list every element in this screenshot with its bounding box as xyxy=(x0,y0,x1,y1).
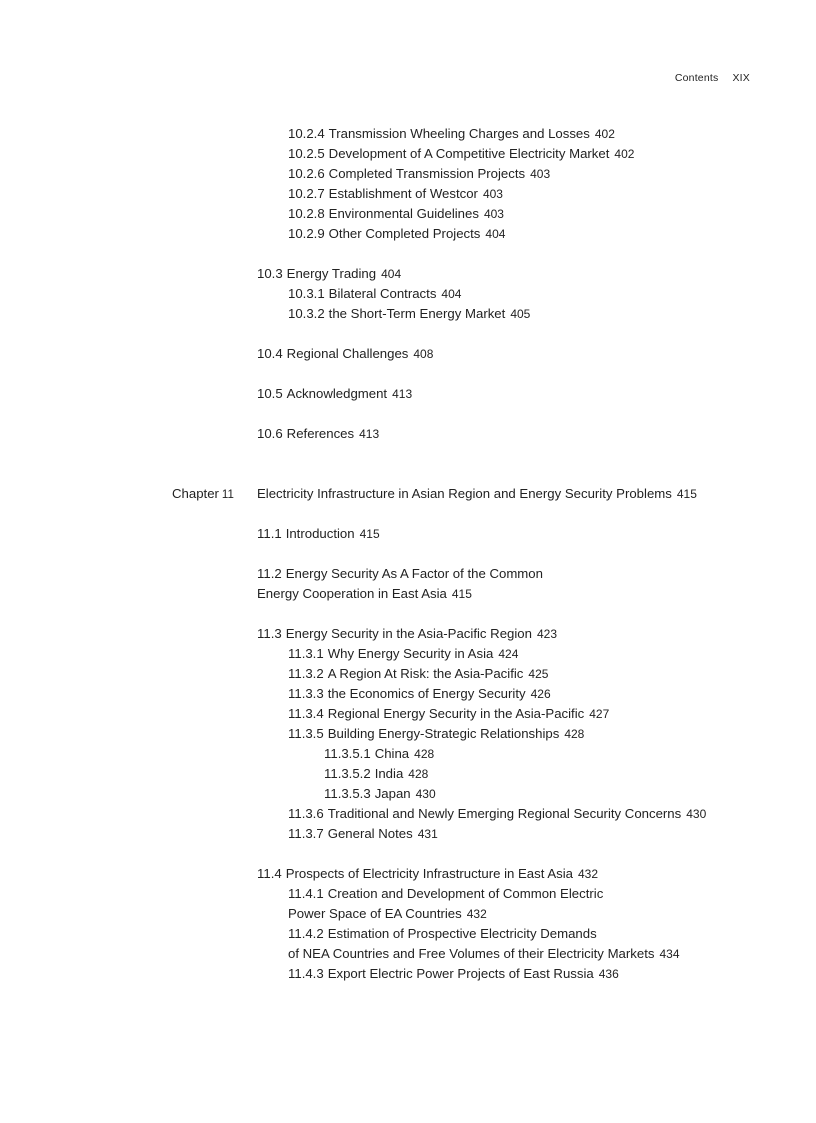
toc-entry[interactable]: 11.4.1 Creation and Development of Common Electric xyxy=(288,886,604,901)
toc-section[interactable]: 10.4 Regional Challenges 408 xyxy=(257,346,434,361)
toc-entry-continued[interactable]: Power Space of EA Countries 432 xyxy=(288,906,487,921)
toc-entry[interactable]: 10.2.9 Other Completed Projects 404 xyxy=(288,226,506,241)
toc-entry[interactable]: 10.2.6 Completed Transmission Projects 403 xyxy=(288,166,551,181)
running-head-page-number: XIX xyxy=(732,72,750,84)
toc-entry[interactable]: 11.3.5 Building Energy-Strategic Relationships 428 xyxy=(288,726,585,741)
toc-section[interactable]: 11.1 Introduction 415 xyxy=(257,526,380,541)
chapter-label: Chapter 11 xyxy=(172,486,234,501)
running-head-section: Contents xyxy=(674,72,719,84)
toc-entry[interactable]: 11.3.4 Regional Energy Security in the Asia-Pacific 427 xyxy=(288,706,610,721)
toc-entry[interactable]: 11.4.2 Estimation of Prospective Electricity Demands xyxy=(288,926,597,941)
table-of-contents xyxy=(0,124,816,984)
running-head xyxy=(560,72,750,84)
toc-entry[interactable]: 11.3.1 Why Energy Security in Asia 424 xyxy=(288,646,519,661)
toc-section[interactable]: 10.5 Acknowledgment 413 xyxy=(257,386,413,401)
toc-entry[interactable]: 10.3.2 the Short-Term Energy Market 405 xyxy=(288,306,531,321)
toc-entry[interactable]: 10.2.7 Establishment of Westcor 403 xyxy=(288,186,503,201)
toc-entry[interactable]: 11.4.3 Export Electric Power Projects of East Russia 436 xyxy=(288,966,619,981)
toc-subentry[interactable]: 11.3.5.2 India 428 xyxy=(324,766,429,781)
toc-chapter[interactable]: Chapter 11 Electricity Infrastructure in Asian Region and Energy Security Problems 415 xyxy=(0,484,816,504)
toc-section-continued[interactable]: Energy Cooperation in East Asia 415 xyxy=(257,586,472,601)
toc-section[interactable]: 10.3 Energy Trading 404 xyxy=(257,266,402,281)
toc-section[interactable]: 11.3 Energy Security in the Asia-Pacific Region 423 xyxy=(257,626,558,641)
toc-section[interactable]: 11.4 Prospects of Electricity Infrastructure in East Asia 432 xyxy=(257,866,599,881)
toc-section[interactable]: 10.6 References 413 xyxy=(257,426,380,441)
toc-subentry[interactable]: 11.3.5.3 Japan 430 xyxy=(324,786,436,801)
toc-entry[interactable]: 11.3.2 A Region At Risk: the Asia-Pacific 425 xyxy=(288,666,549,681)
toc-entry[interactable]: 10.2.5 Development of A Competitive Electricity Market 402 xyxy=(288,146,635,161)
toc-entry[interactable]: 10.2.8 Environmental Guidelines 403 xyxy=(288,206,504,221)
toc-entry[interactable]: 11.3.6 Traditional and Newly Emerging Regional Security Concerns 430 xyxy=(288,806,707,821)
toc-section[interactable]: 11.2 Energy Security As A Factor of the Common xyxy=(257,566,543,581)
toc-entry[interactable]: 10.3.1 Bilateral Contracts 404 xyxy=(288,286,462,301)
toc-entry[interactable]: 11.3.3 the Economics of Energy Security 426 xyxy=(288,686,551,701)
toc-entry[interactable]: 11.3.7 General Notes 431 xyxy=(288,826,438,841)
toc-subentry[interactable]: 11.3.5.1 China 428 xyxy=(324,746,435,761)
toc-entry[interactable]: 10.2.4 Transmission Wheeling Charges and Losses 402 xyxy=(288,126,615,141)
toc-entry-continued[interactable]: of NEA Countries and Free Volumes of their Electricity Markets 434 xyxy=(288,946,680,961)
